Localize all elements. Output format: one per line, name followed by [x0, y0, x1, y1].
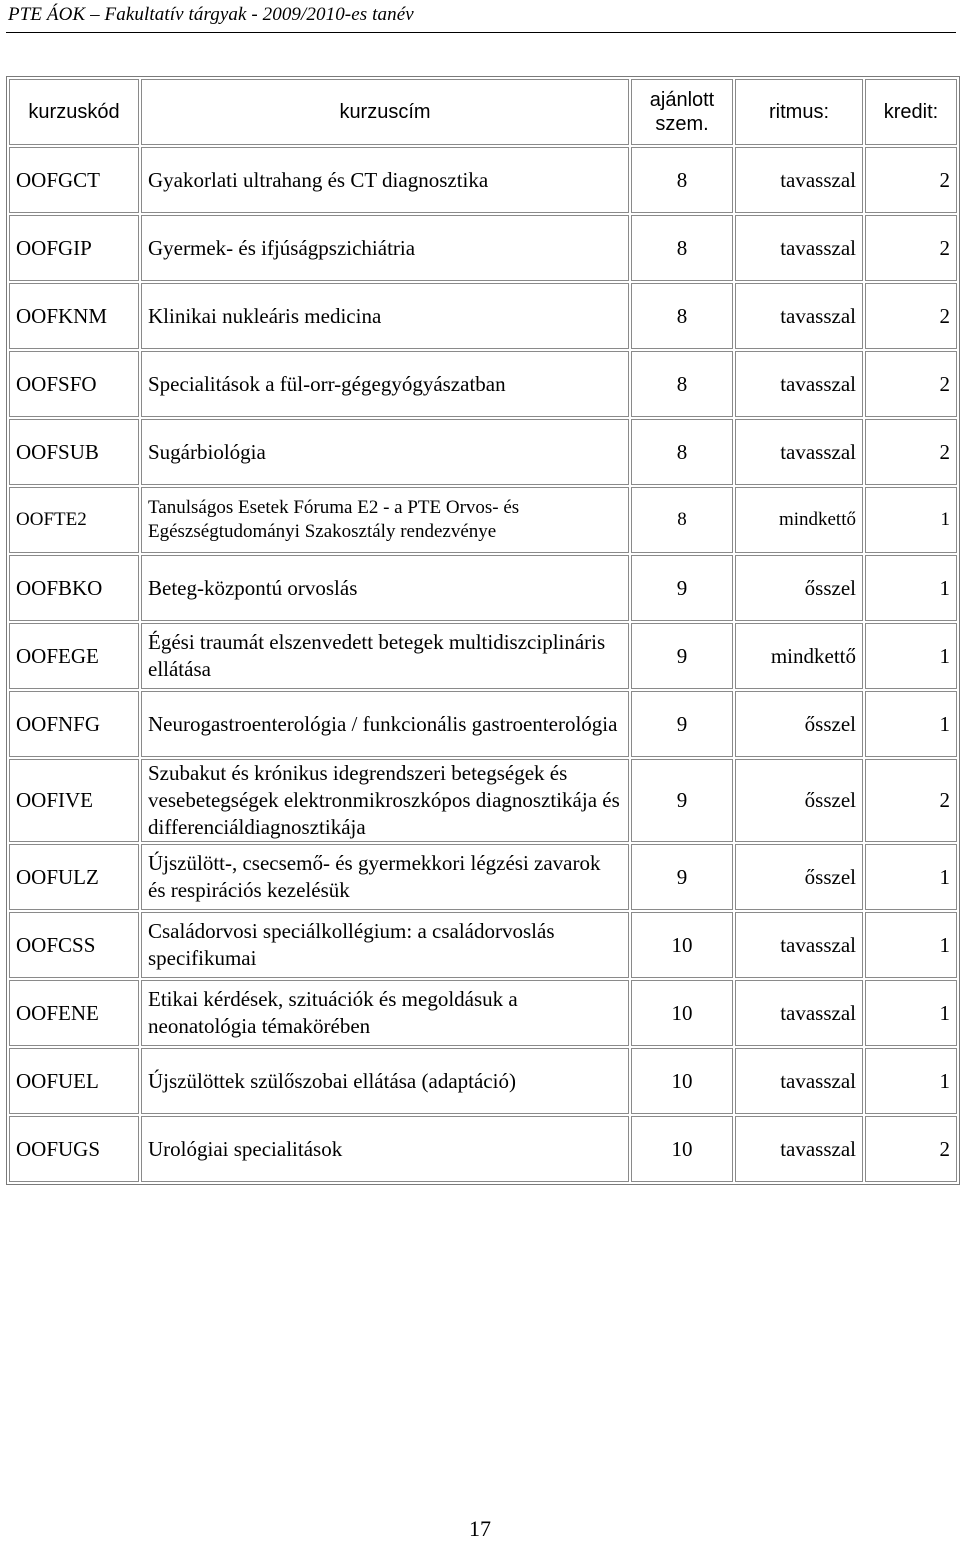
- table-row: [9, 912, 957, 978]
- credit-cell: 2: [865, 215, 957, 281]
- course-code-cell: OOFSFO: [9, 351, 139, 417]
- course-title-cell: Sugárbiológia: [141, 419, 629, 485]
- course-code-cell: OOFGCT: [9, 147, 139, 213]
- credit-cell: 2: [865, 759, 957, 842]
- header-rule: [6, 32, 956, 33]
- semester-cell: 8: [631, 487, 733, 553]
- semester-cell: 10: [631, 980, 733, 1046]
- semester-cell: 9: [631, 844, 733, 910]
- rhythm-cell: tavasszal: [735, 147, 863, 213]
- course-title-cell: Urológiai specialitások: [141, 1116, 629, 1182]
- course-table-wrapper: [6, 76, 958, 1185]
- column-header-title: kurzuscím: [141, 79, 629, 145]
- rhythm-cell: ősszel: [735, 759, 863, 842]
- course-code-cell: OOFCSS: [9, 912, 139, 978]
- semester-cell: 9: [631, 691, 733, 757]
- course-title-cell: Családorvosi speciálkollégium: a családorvoslás specifikumai: [141, 912, 629, 978]
- semester-cell: 10: [631, 1048, 733, 1114]
- table-row: [9, 759, 957, 842]
- course-code-cell: OOFIVE: [9, 759, 139, 842]
- rhythm-cell: tavasszal: [735, 912, 863, 978]
- rhythm-cell: tavasszal: [735, 419, 863, 485]
- table-row: [9, 691, 957, 757]
- table-row: [9, 1116, 957, 1182]
- table-row: [9, 487, 957, 553]
- table-row: [9, 283, 957, 349]
- column-header-semester: ajánlott szem.: [631, 79, 733, 145]
- course-title-cell: Égési traumát elszenvedett betegek multidiszciplináris ellátása: [141, 623, 629, 689]
- course-title-cell: Neurogastroenterológia / funkcionális gastroenterológia: [141, 691, 629, 757]
- credit-cell: 1: [865, 623, 957, 689]
- rhythm-cell: ősszel: [735, 691, 863, 757]
- semester-cell: 10: [631, 1116, 733, 1182]
- course-code-cell: OOFKNM: [9, 283, 139, 349]
- rhythm-cell: tavasszal: [735, 1048, 863, 1114]
- credit-cell: 1: [865, 487, 957, 553]
- table-row: [9, 623, 957, 689]
- semester-cell: 8: [631, 351, 733, 417]
- credit-cell: 1: [865, 980, 957, 1046]
- course-code-cell: OOFEGE: [9, 623, 139, 689]
- rhythm-cell: tavasszal: [735, 1116, 863, 1182]
- column-header-credit: kredit:: [865, 79, 957, 145]
- credit-cell: 1: [865, 1048, 957, 1114]
- rhythm-cell: mindkettő: [735, 623, 863, 689]
- credit-cell: 2: [865, 1116, 957, 1182]
- rhythm-cell: tavasszal: [735, 980, 863, 1046]
- credit-cell: 2: [865, 351, 957, 417]
- page-number: 17: [469, 1516, 491, 1541]
- course-code-cell: OOFUGS: [9, 1116, 139, 1182]
- semester-cell: 8: [631, 283, 733, 349]
- credit-cell: 2: [865, 147, 957, 213]
- semester-cell: 9: [631, 623, 733, 689]
- column-header-code: kurzuskód: [9, 79, 139, 145]
- rhythm-cell: ősszel: [735, 844, 863, 910]
- semester-cell: 8: [631, 419, 733, 485]
- course-code-cell: OOFTE2: [9, 487, 139, 553]
- rhythm-cell: ősszel: [735, 555, 863, 621]
- rhythm-cell: tavasszal: [735, 351, 863, 417]
- semester-cell: 9: [631, 759, 733, 842]
- table-row: [9, 419, 957, 485]
- semester-cell: 9: [631, 555, 733, 621]
- course-title-cell: Beteg-központú orvoslás: [141, 555, 629, 621]
- course-code-cell: OOFULZ: [9, 844, 139, 910]
- semester-cell: 8: [631, 215, 733, 281]
- table-row: [9, 147, 957, 213]
- table-row: [9, 555, 957, 621]
- column-header-rhythm: ritmus:: [735, 79, 863, 145]
- rhythm-cell: tavasszal: [735, 215, 863, 281]
- table-row: [9, 215, 957, 281]
- rhythm-cell: mindkettő: [735, 487, 863, 553]
- credit-cell: 2: [865, 419, 957, 485]
- credit-cell: 1: [865, 912, 957, 978]
- course-title-cell: Etikai kérdések, szituációk és megoldásuk a neonatológia témakörében: [141, 980, 629, 1046]
- running-header: PTE ÁOK – Fakultatív tárgyak - 2009/2010-es tanév: [8, 4, 414, 25]
- course-code-cell: OOFUEL: [9, 1048, 139, 1114]
- course-title-cell: Specialitások a fül-orr-gégegyógyászatban: [141, 351, 629, 417]
- course-title-cell: Gyermek- és ifjúságpszichiátria: [141, 215, 629, 281]
- credit-cell: 1: [865, 844, 957, 910]
- course-title-cell: Szubakut és krónikus idegrendszeri betegségek és vesebetegségek elektronmikroszkópos diagnosztikája és differenciáldiagnosztikája: [141, 759, 629, 842]
- course-table: [6, 76, 960, 1185]
- course-title-cell: Klinikai nukleáris medicina: [141, 283, 629, 349]
- rhythm-cell: tavasszal: [735, 283, 863, 349]
- table-row: [9, 980, 957, 1046]
- course-code-cell: OOFSUB: [9, 419, 139, 485]
- semester-cell: 8: [631, 147, 733, 213]
- course-code-cell: OOFBKO: [9, 555, 139, 621]
- semester-cell: 10: [631, 912, 733, 978]
- course-title-cell: Újszülöttek szülőszobai ellátása (adaptáció): [141, 1048, 629, 1114]
- table-row: [9, 844, 957, 910]
- course-title-cell: Tanulságos Esetek Fóruma E2 - a PTE Orvos- és Egészségtudományi Szakosztály rendezvénye: [141, 487, 629, 553]
- credit-cell: 2: [865, 283, 957, 349]
- course-title-cell: Újszülött-, csecsemő- és gyermekkori légzési zavarok és respirációs kezelésük: [141, 844, 629, 910]
- credit-cell: 1: [865, 691, 957, 757]
- course-code-cell: OOFNFG: [9, 691, 139, 757]
- credit-cell: 1: [865, 555, 957, 621]
- table-row: [9, 351, 957, 417]
- course-code-cell: OOFENE: [9, 980, 139, 1046]
- course-code-cell: OOFGIP: [9, 215, 139, 281]
- table-row: [9, 1048, 957, 1114]
- course-title-cell: Gyakorlati ultrahang és CT diagnosztika: [141, 147, 629, 213]
- table-header-row: [9, 79, 957, 145]
